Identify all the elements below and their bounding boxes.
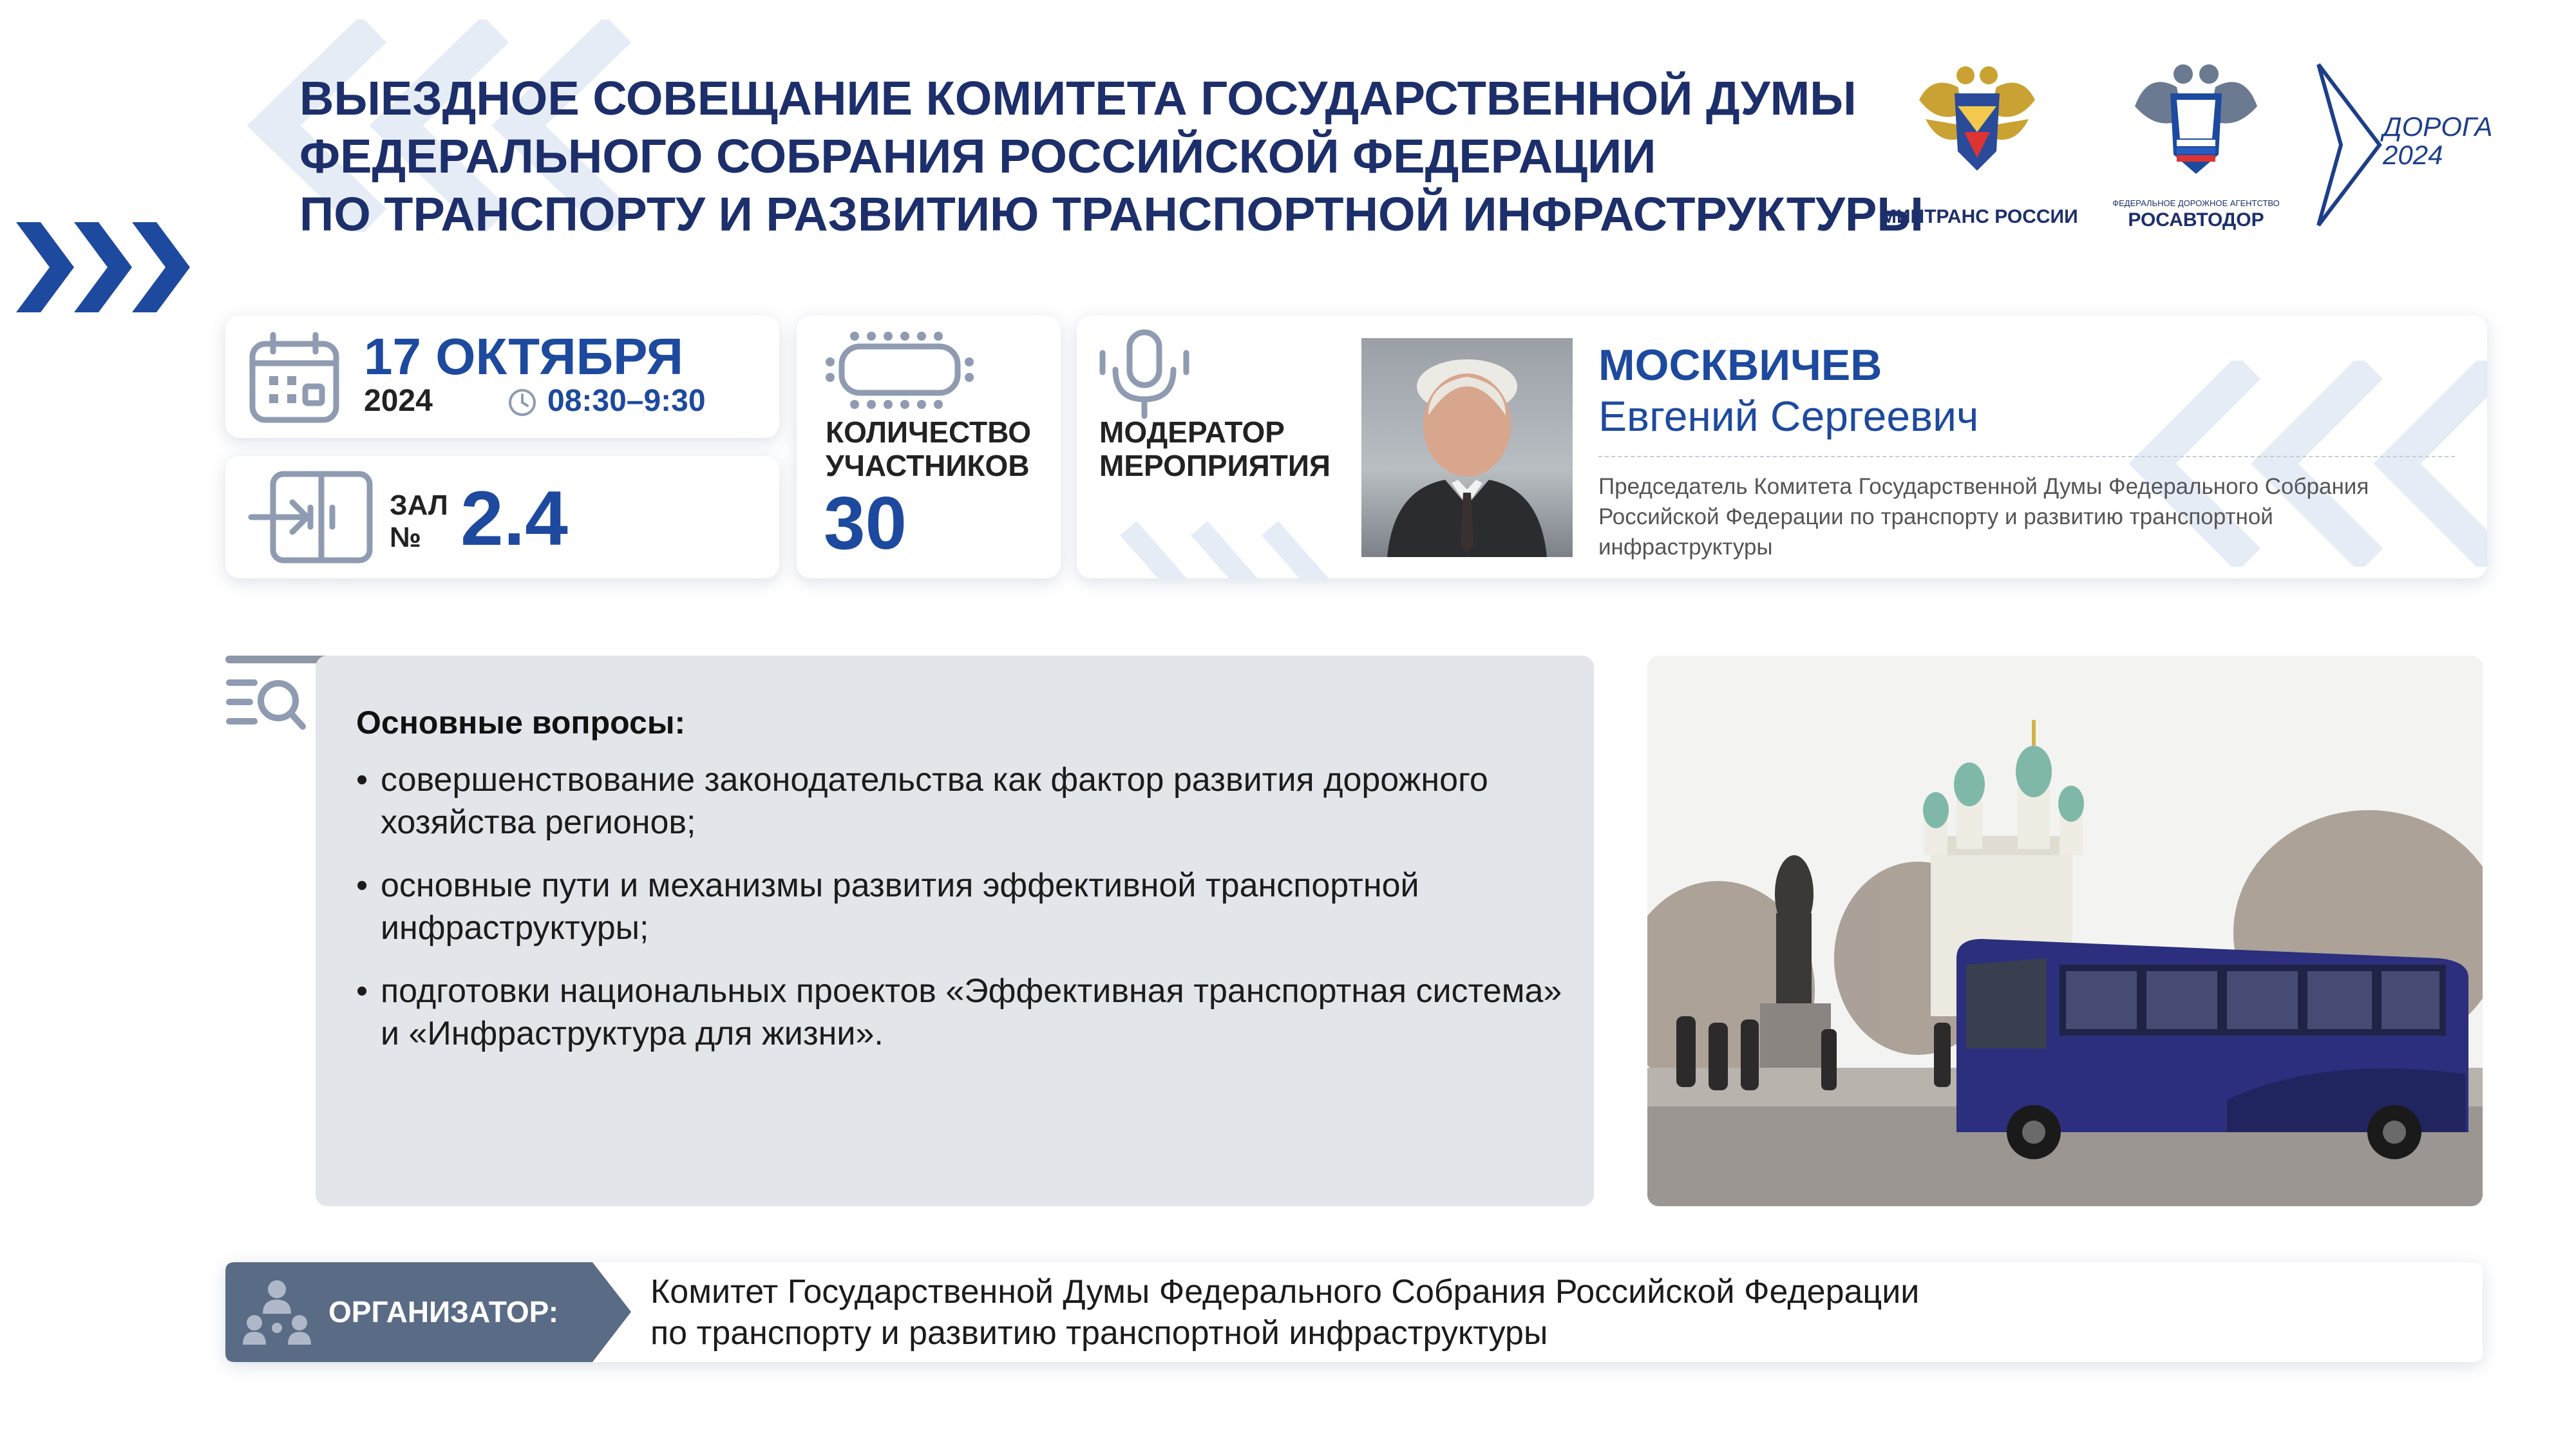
arrow-logo-icon [2306, 58, 2389, 232]
mintrans-label: МИНТРАНС РОССИИ [1880, 206, 2078, 227]
calendar-icon [246, 330, 343, 426]
organizer-line: Комитет Государственной Думы Федерального Собрания Российской Федерации [650, 1273, 1920, 1311]
hall-number: 2.4 [460, 475, 568, 562]
moderator-label-line: МЕРОПРИЯТИЯ [1099, 449, 1331, 482]
event-title-line: ПО ТРАНСПОРТУ И РАЗВИТИЮ ТРАНСПОРТНОЙ ИНФРАСТРУКТУРЫ [299, 187, 1924, 241]
person-portrait-icon [1361, 338, 1573, 557]
moderator-name: Евгений Сергеевич [1598, 392, 1979, 440]
event-title [299, 70, 1924, 243]
hall-label-line: № [390, 522, 422, 553]
participants-label-line: УЧАСТНИКОВ [826, 449, 1030, 482]
organizer-line: по транспорту и развитию транспортной инфраструктуры [650, 1314, 1548, 1352]
participants-count: 30 [824, 481, 907, 565]
doroga-label: ДОРОГА [2383, 111, 2493, 142]
hall-label [390, 489, 448, 554]
hall-card [225, 456, 779, 578]
conference-table-icon [822, 328, 977, 412]
hall-label-line: ЗАЛ [390, 489, 448, 521]
moderator-photo [1361, 338, 1573, 557]
moderator-surname: МОСКВИЧЕВ [1598, 341, 1882, 390]
eagle-emblem-icon [2099, 61, 2293, 190]
participants-label [826, 415, 1031, 482]
date-card [225, 316, 779, 438]
moderator-divider [1598, 456, 2455, 457]
questions-heading: Основные вопросы: [356, 705, 686, 741]
decorative-chevrons-bottom [1115, 522, 1347, 578]
mintrans-logo [1880, 61, 2078, 229]
doroga-2024-logo [2306, 58, 2499, 232]
moderator-label [1099, 415, 1331, 482]
rosavtodor-label: РОСАВТОДОР [2128, 209, 2264, 231]
organizer-text [650, 1271, 2454, 1354]
event-time: 08:30–9:30 [547, 384, 706, 418]
participants-card [797, 316, 1061, 578]
rosavtodor-subtitle: ФЕДЕРАЛЬНОЕ ДОРОЖНОЕ АГЕНТСТВО [2112, 198, 2280, 208]
hierarchy-people-icon [242, 1276, 312, 1347]
clock-icon [507, 388, 537, 417]
moderator-label-line: МОДЕРАТОР [1099, 415, 1285, 449]
moderator-card [1077, 316, 2487, 578]
list-item: • подготовки национальных проектов «Эффективная транспортная система» и «Инфраструктура для жизни». [356, 970, 1567, 1055]
city-bus-illustration [1647, 656, 2483, 1206]
questions-list [356, 759, 1567, 1055]
event-title-line: ФЕДЕРАЛЬНОГО СОБРАНИЯ РОССИЙСКОЙ ФЕДЕРАЦИИ [299, 129, 1656, 183]
questions-panel [316, 656, 1594, 1206]
door-entry-icon [246, 469, 375, 565]
rosavtodor-logo [2099, 61, 2293, 235]
organizer-label: ОРГАНИЗАТОР: [328, 1295, 559, 1329]
event-year: 2024 [364, 384, 433, 418]
participants-label-line: КОЛИЧЕСТВО [826, 415, 1032, 449]
eagle-emblem-icon [1880, 61, 2074, 190]
organizer-bar [225, 1262, 2483, 1362]
event-title-line: ВЫЕЗДНОЕ СОВЕЩАНИЕ КОМИТЕТА ГОСУДАРСТВЕННОЙ ДУМЫ [299, 71, 1857, 125]
moderator-description: Председатель Комитета Государственной Думы Федерального Собрания Российской Федерации по транспорту и развитию транспортной инфраструктуры [1598, 474, 2369, 560]
search-list-icon [225, 675, 309, 733]
doroga-text [2383, 113, 2493, 169]
list-item: • совершенствование законодательства как фактор развития дорожного хозяйства регионов; [356, 759, 1567, 844]
list-item: • основные пути и механизмы развития эффективной транспортной инфраструктуры; [356, 864, 1567, 949]
chevrons-left-icon [16, 219, 196, 316]
doroga-year: 2024 [2383, 140, 2443, 170]
event-date: 17 ОКТЯБРЯ [364, 328, 683, 385]
city-bus-photo [1647, 656, 2483, 1206]
microphone-icon [1096, 327, 1193, 424]
